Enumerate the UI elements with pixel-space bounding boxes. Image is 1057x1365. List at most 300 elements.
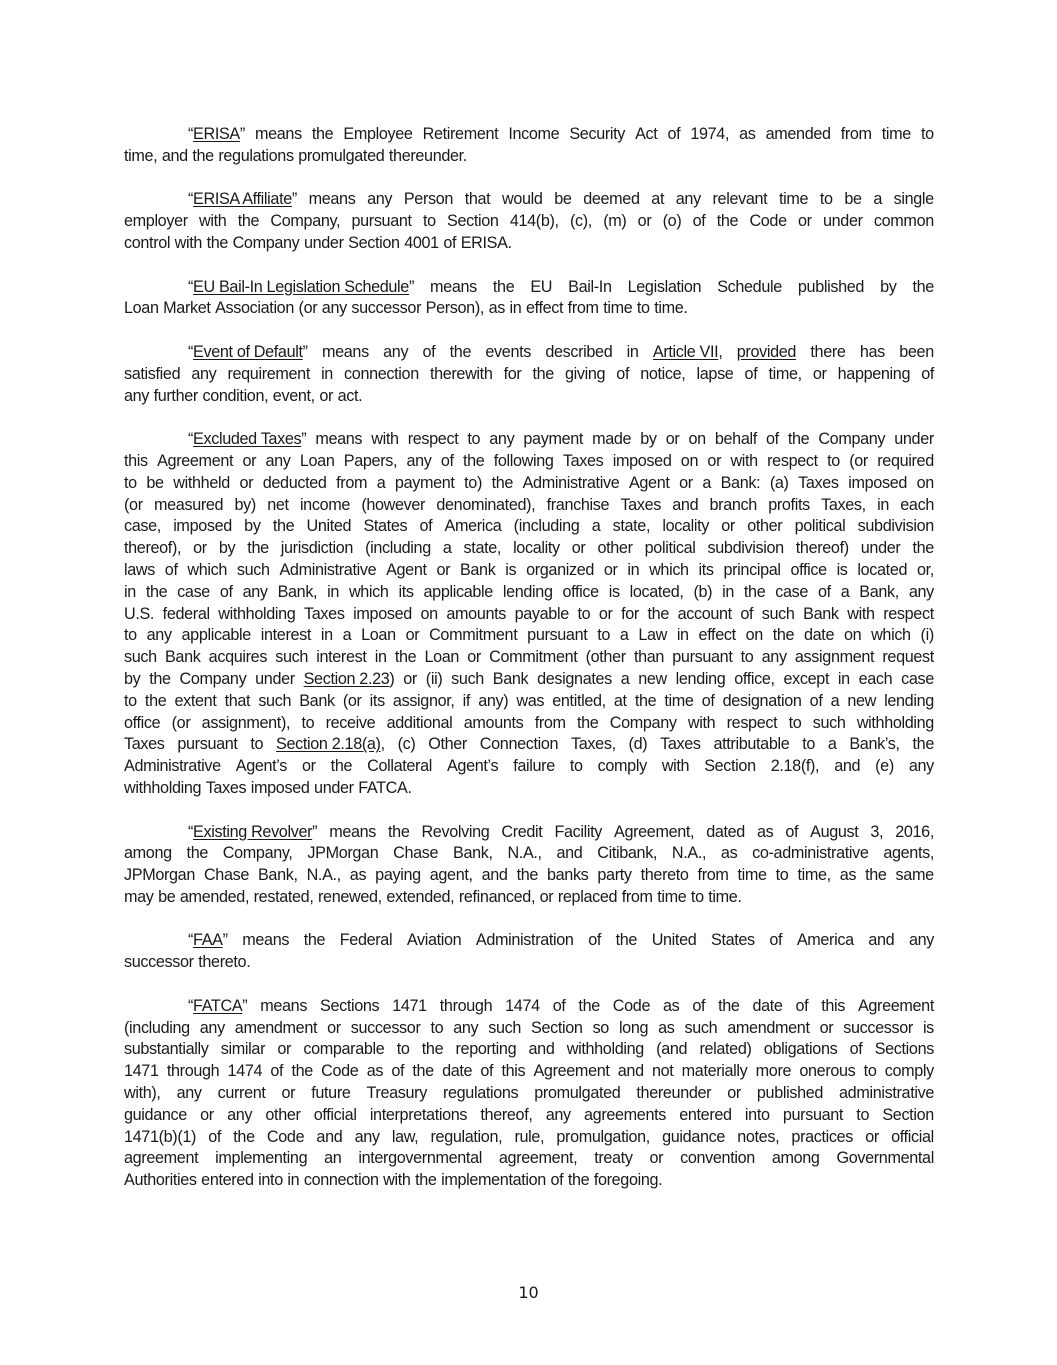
word: any: [265, 451, 291, 470]
word: of: [270, 1062, 284, 1081]
word: from: [336, 473, 368, 492]
word: law,: [391, 1127, 419, 1146]
word: or: [242, 451, 257, 470]
word: time,: [124, 146, 158, 165]
word: any: [124, 386, 150, 405]
word: thereof),: [124, 539, 182, 558]
word: the: [716, 212, 739, 231]
cross-reference-provided[interactable]: provided: [736, 342, 797, 361]
word: 1471: [124, 1062, 159, 1081]
word: related): [699, 1040, 752, 1059]
word: under: [822, 212, 863, 231]
word: state,: [463, 539, 502, 558]
word: located: [857, 560, 908, 579]
word: any: [227, 1105, 253, 1124]
word: except: [783, 669, 830, 688]
word: applicable: [423, 582, 493, 601]
word: Chase: [393, 844, 439, 863]
word: of: [817, 582, 831, 601]
text-line: [124, 996, 934, 1018]
word: or: [539, 887, 554, 906]
word: Taxes: [562, 451, 604, 470]
word: of: [443, 233, 457, 252]
word: the: [311, 125, 334, 143]
text-line: [124, 473, 934, 495]
word: similar: [220, 1040, 266, 1059]
word: the: [615, 931, 638, 950]
word: be: [554, 190, 572, 209]
word: respect: [407, 430, 459, 449]
word: published: [756, 1084, 824, 1103]
word: any: [176, 1084, 202, 1103]
word: made: [592, 430, 632, 449]
word: same: [895, 866, 934, 885]
word: designation: [722, 691, 802, 710]
word: banks: [546, 866, 589, 885]
word: attributable: [713, 735, 790, 754]
word: the: [865, 866, 887, 885]
word: principal: [723, 560, 781, 579]
word: any: [199, 1018, 225, 1037]
word: time,: [797, 866, 831, 885]
word: time: [664, 691, 694, 710]
word: pursuant: [177, 735, 238, 754]
word: Company,: [270, 212, 341, 231]
word: EU: [530, 277, 553, 296]
text-line: [124, 1039, 934, 1061]
word: [737, 342, 796, 364]
word: comparable: [303, 1040, 385, 1059]
word: of: [744, 364, 758, 383]
word: other: [747, 517, 783, 536]
word: the: [388, 822, 410, 841]
word: Loan: [299, 451, 335, 470]
word: (including: [124, 1018, 190, 1037]
word: of: [440, 451, 454, 470]
word: Section 2.18(a),: [276, 735, 385, 754]
word: among: [124, 844, 172, 863]
word: payable: [514, 604, 569, 623]
defined-term-label: Existing Revolver: [193, 822, 313, 841]
word: under: [894, 430, 934, 449]
word: to: [422, 212, 436, 231]
word: the: [192, 146, 214, 165]
word: Other: [428, 735, 467, 754]
word: is: [608, 582, 620, 601]
word: the: [743, 582, 766, 601]
word: a: [620, 669, 630, 688]
word: from: [534, 713, 566, 732]
word: Papers,: [343, 451, 398, 470]
word: with: [174, 233, 203, 252]
word: a: [342, 626, 352, 645]
word: to): [464, 473, 482, 492]
word: a: [619, 626, 629, 645]
word: this: [821, 996, 846, 1015]
word: amounts: [463, 713, 524, 732]
text-line: [124, 364, 934, 386]
word: means: [308, 190, 356, 209]
word: Bank: [803, 604, 839, 623]
word: any: [908, 757, 934, 776]
cross-reference-section-2-23[interactable]: Section 2.23: [303, 669, 390, 688]
word: respect: [883, 604, 934, 623]
word: franchise: [546, 495, 610, 514]
word: time,: [768, 364, 802, 383]
word: deemed: [583, 190, 640, 209]
word: through: [439, 996, 493, 1015]
word: ERISA.: [460, 233, 512, 252]
word: any: [761, 648, 787, 667]
text-line: [124, 604, 934, 626]
word: as: [739, 125, 756, 143]
text-line: [124, 298, 934, 320]
word: of: [795, 996, 809, 1015]
word: or: [301, 757, 316, 776]
word: among: [771, 1149, 820, 1168]
word: amended: [765, 125, 831, 143]
word: thereof,: [480, 1105, 533, 1124]
word: comply: [597, 757, 647, 776]
word: to: [788, 713, 802, 732]
defined-term: “Event of Default”: [188, 342, 308, 361]
word: following: [493, 451, 554, 470]
word: Commitment: [489, 648, 578, 667]
word: Section: [704, 757, 756, 776]
word: of: [692, 996, 706, 1015]
word: in: [374, 648, 387, 667]
text-line: [124, 713, 934, 735]
word: entitled,: [552, 691, 606, 710]
definition-erisa-affiliate: [124, 189, 934, 254]
word: to: [740, 648, 754, 667]
word: behalf: [714, 430, 757, 449]
word: was: [516, 691, 545, 710]
word: be: [844, 190, 862, 209]
word: applicable: [181, 626, 251, 645]
word: to: [124, 691, 137, 710]
word: in: [626, 342, 639, 361]
word: JPMorgan: [124, 866, 195, 885]
defined-term-label: ERISA Affiliate: [193, 190, 292, 209]
word: Company: [179, 669, 247, 688]
word: assignor,: [392, 691, 455, 710]
word: Collateral: [367, 757, 432, 776]
word: Company: [609, 713, 677, 732]
word: Bank: [492, 669, 529, 688]
word: Bank,: [859, 582, 899, 601]
word: administrative: [839, 1084, 934, 1103]
word: case,: [124, 517, 161, 536]
word: time: [881, 125, 911, 143]
word: (or: [124, 495, 143, 514]
word: Administrative: [124, 757, 221, 776]
word: Taxes,: [821, 495, 866, 514]
word: of: [208, 1127, 222, 1146]
word: office: [124, 713, 161, 732]
word: on: [680, 451, 699, 470]
text-line: [124, 1018, 934, 1040]
word: (o): [662, 212, 682, 231]
word: which: [649, 560, 689, 579]
text-line: [124, 1105, 934, 1127]
word: (or: [298, 299, 318, 318]
word: other: [265, 1105, 301, 1124]
word: Retirement: [422, 125, 499, 143]
word: subdivision: [707, 539, 784, 558]
word: a: [840, 582, 850, 601]
word: dated: [706, 822, 745, 841]
word: time: [603, 299, 633, 318]
word: guidance: [662, 1127, 726, 1146]
word: Bank:: [720, 473, 761, 492]
word: through: [166, 1062, 220, 1081]
defined-term-label: EU Bail-In Legislation Schedule: [193, 277, 409, 296]
word: amendment: [234, 1018, 318, 1037]
word: the: [415, 1171, 437, 1190]
word: 414(b),: [509, 212, 559, 231]
word: to: [124, 626, 137, 645]
word: or: [467, 648, 481, 667]
word: (ii): [425, 669, 443, 688]
word: any: [908, 931, 934, 950]
word: with: [847, 604, 875, 623]
word: N.A.,: [671, 844, 707, 863]
word: the: [144, 691, 167, 710]
word: any: [545, 1105, 571, 1124]
word: to: [597, 626, 611, 645]
word: comply: [884, 1062, 934, 1081]
word: or: [665, 430, 680, 449]
word: (or: [342, 691, 362, 710]
word: Taxes: [620, 495, 661, 514]
word: from: [840, 125, 872, 143]
word: such: [236, 560, 270, 579]
word: with: [383, 1171, 411, 1190]
word: failure: [513, 757, 555, 776]
defined-term: “ERISA Affiliate”: [188, 190, 297, 209]
word: into: [744, 1105, 770, 1124]
word: new: [847, 691, 877, 710]
word: the: [718, 996, 740, 1015]
word: subdivision: [857, 517, 934, 536]
word: Commitment: [429, 626, 518, 645]
word: co-administrative: [752, 844, 869, 863]
word: on: [420, 604, 438, 623]
word: notes,: [737, 1127, 780, 1146]
text-line: [124, 756, 934, 778]
word: or: [571, 539, 586, 558]
word: or: [603, 560, 618, 579]
word: Administration: [475, 931, 574, 950]
word: any: [367, 190, 393, 209]
word: 2.18(f),: [770, 757, 820, 776]
word: events: [485, 342, 531, 361]
word: with),: [124, 1084, 161, 1103]
word: with: [730, 451, 758, 470]
word: to: [467, 430, 481, 449]
word: deducted: [262, 473, 327, 492]
word: on: [745, 626, 763, 645]
word: Bank: [459, 560, 496, 579]
definition-existing-revolver: [124, 822, 934, 909]
word: notice,: [640, 364, 686, 383]
word: treaty: [594, 1149, 633, 1168]
word: its: [698, 560, 714, 579]
word: payment: [394, 473, 455, 492]
word: practices: [791, 1127, 854, 1146]
word: common: [873, 212, 934, 231]
word: official: [313, 1105, 357, 1124]
word: lending: [502, 582, 553, 601]
word: for: [621, 604, 639, 623]
word: is: [922, 1018, 934, 1037]
word: locality: [513, 539, 560, 558]
word: or: [239, 473, 254, 492]
word: to: [863, 1062, 877, 1081]
word: employer: [124, 212, 188, 231]
word: which: [187, 560, 228, 579]
defined-term: “Existing Revolver”: [188, 822, 318, 841]
word: laws: [124, 560, 155, 579]
word: political: [644, 539, 696, 558]
word: Act: [635, 125, 658, 143]
word: imposed: [250, 778, 310, 797]
cross-reference-section-2-18-a[interactable]: Section 2.18(a): [276, 735, 381, 754]
word: imposed: [353, 604, 412, 623]
word: additional: [386, 713, 453, 732]
word: Employee: [343, 125, 413, 143]
word: state,: [612, 517, 651, 536]
text-line: [124, 1083, 934, 1105]
word: Credit: [501, 822, 543, 841]
word: Administrative: [522, 473, 620, 492]
word: interest: [260, 626, 312, 645]
word: successor: [351, 299, 422, 318]
word: Federal: [339, 931, 393, 950]
word: successor: [350, 1018, 421, 1037]
word: Taxes: [660, 735, 701, 754]
word: or: [405, 626, 420, 645]
word: lending: [884, 691, 934, 710]
cross-reference-article-vii[interactable]: Article VII: [652, 342, 719, 361]
word: of: [480, 1062, 494, 1081]
word: of: [765, 430, 779, 449]
word: of: [921, 364, 934, 383]
word: onerous: [799, 1062, 856, 1081]
word: at: [651, 190, 665, 209]
word: imposed: [173, 517, 232, 536]
word: restated,: [253, 887, 314, 906]
word: the: [532, 364, 554, 383]
word: thereto: [640, 866, 689, 885]
word: Agreement: [857, 996, 934, 1015]
word: federal: [162, 604, 210, 623]
word: with: [199, 212, 227, 231]
word: not: [651, 1062, 674, 1081]
word: and: [556, 844, 583, 863]
defined-term-label: Excluded Taxes: [193, 430, 302, 449]
word: N.A.,: [306, 866, 341, 885]
word: regulations: [218, 146, 294, 165]
word: as: [488, 299, 505, 318]
word: (or: [171, 713, 191, 732]
word: regulations: [442, 1084, 519, 1103]
defined-term-label: FATCA: [193, 996, 243, 1015]
word: to: [250, 735, 264, 754]
word: 1471(b)(1): [124, 1127, 197, 1146]
text-line: [124, 669, 934, 691]
word: that: [224, 691, 251, 710]
word: official: [891, 1127, 934, 1146]
word: the: [462, 451, 485, 470]
word: and: [481, 866, 508, 885]
defined-term-label: FAA: [193, 931, 223, 950]
word: Market: [163, 299, 211, 318]
word: promulgated: [298, 146, 385, 165]
definition-fatca: [124, 996, 934, 1192]
word: satisfied: [124, 364, 181, 383]
word: Bank: [299, 691, 335, 710]
word: an: [324, 1149, 342, 1168]
word: of: [550, 1171, 564, 1190]
word: the: [912, 539, 934, 558]
defined-term: “EU Bail-In Legislation Schedule”: [188, 277, 415, 296]
word: the: [149, 669, 171, 688]
word: assignment: [794, 648, 875, 667]
text-line: [124, 843, 934, 865]
page-number: 10: [518, 1283, 539, 1302]
word: or: [200, 1105, 214, 1124]
word: amounts: [446, 604, 507, 623]
word: its: [369, 691, 385, 710]
word: the: [247, 539, 269, 558]
word: or: [812, 364, 827, 383]
word: by: [640, 430, 657, 449]
word: obligations: [763, 1040, 838, 1059]
word: agent,: [429, 866, 473, 885]
text-line: [124, 582, 934, 604]
word: States: [711, 931, 755, 950]
word: the: [912, 735, 934, 754]
word: from: [621, 887, 653, 906]
word: located,: [629, 582, 684, 601]
word: Treasury: [366, 1084, 427, 1103]
word: party: [597, 866, 632, 885]
word: act.: [337, 386, 363, 405]
word: paying: [375, 866, 421, 885]
word: America: [796, 931, 854, 950]
word: income: [299, 495, 351, 514]
word: the: [577, 713, 599, 732]
word: Administrative: [279, 560, 377, 579]
word: to: [775, 866, 789, 885]
word: Association: [215, 299, 294, 318]
word: in: [676, 626, 689, 645]
word: of: [785, 822, 799, 841]
word: respect: [767, 451, 818, 470]
word: as: [839, 866, 857, 885]
word: FATCA.: [358, 778, 412, 797]
word: the: [634, 691, 657, 710]
word: is: [836, 560, 848, 579]
word: (or: [849, 451, 868, 470]
word: 1474: [505, 996, 540, 1015]
word: agreements: [584, 1105, 666, 1124]
word: such: [275, 648, 309, 667]
word: to: [802, 735, 816, 754]
word: Bail-In: [568, 277, 612, 296]
